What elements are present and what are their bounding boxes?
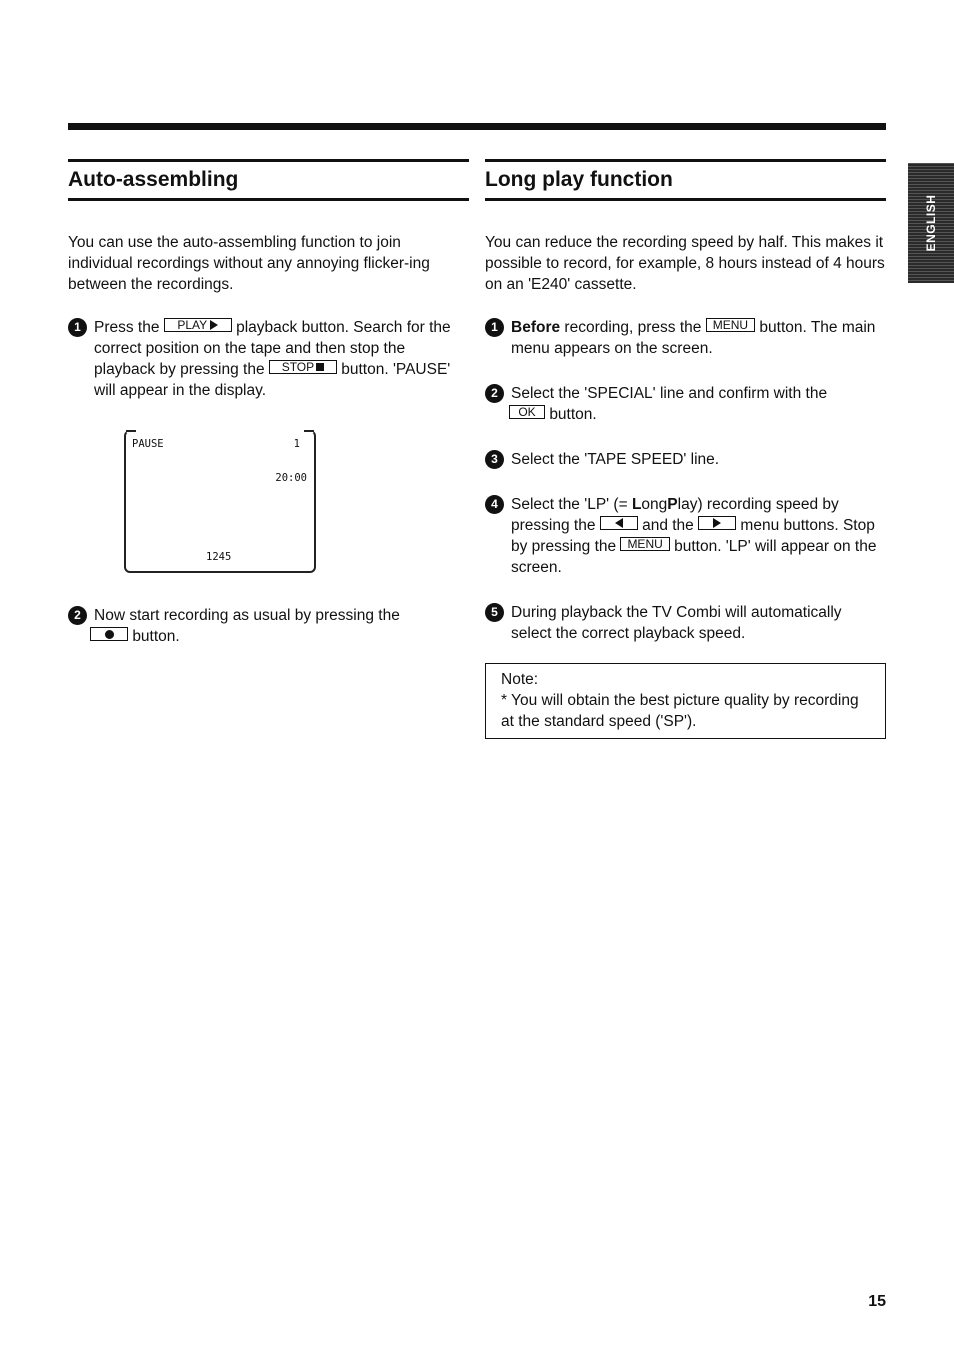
step-number: 3 — [485, 450, 504, 469]
note-text: * You will obtain the best picture quality by recording at the standard speed ('SP'). — [501, 692, 859, 730]
frame-corner — [126, 430, 136, 432]
record-button-icon — [90, 627, 128, 641]
key-label: STOP — [281, 360, 315, 374]
tv-display-illustration — [124, 430, 316, 573]
step-text — [511, 383, 886, 425]
language-tab — [908, 163, 954, 283]
step-text-part: and the — [642, 517, 694, 534]
step-text-bold: Before — [511, 319, 561, 336]
step-text-part: menu buttons. Stop by pressing the — [511, 517, 875, 555]
menu-button-icon: MENU — [706, 318, 755, 332]
step-text-part: recording, press the — [564, 319, 702, 336]
step-text — [511, 317, 886, 359]
step-text-part: ong — [641, 496, 668, 513]
display-time: 20:00 — [275, 472, 307, 484]
left-arrow-button-icon — [600, 516, 638, 530]
step-text — [94, 605, 469, 647]
step-text-part: button. 'PAUSE' will appear in the display. — [94, 361, 451, 399]
frame-corner — [304, 430, 314, 432]
step-text-part: button. — [132, 628, 180, 645]
step-text — [511, 494, 886, 578]
step-text-part: button. The main menu appears on the screen. — [511, 319, 876, 357]
step-text-part: Press the — [94, 319, 160, 336]
step-text-part: button. 'LP' will appear on the screen. — [511, 538, 877, 576]
step-text-part: playback button. Search for the correct position on the tape and then stop the playback by pressing the — [94, 319, 451, 378]
step-text-part: During playback the TV Combi will automatically select the correct playback speed. — [511, 604, 842, 642]
section-heading — [68, 159, 469, 201]
step-2 — [485, 383, 886, 425]
step-number: 2 — [68, 606, 87, 625]
left-triangle-icon — [615, 518, 623, 528]
top-rule — [68, 123, 886, 130]
step-number: 1 — [485, 318, 504, 337]
auto-assembling-section — [68, 159, 469, 647]
step-4 — [485, 494, 886, 578]
intro-paragraph: You can reduce the recording speed by half. This makes it possible to record, for example, 8 hours instead of 4 hours on an 'E240' cassette. — [485, 234, 885, 293]
step-number: 1 — [68, 318, 87, 337]
stop-square-icon — [316, 363, 324, 371]
right-triangle-icon — [713, 518, 721, 528]
play-button-icon — [164, 318, 232, 332]
long-play-section — [485, 159, 886, 739]
step-1 — [485, 317, 886, 359]
step-3 — [485, 449, 886, 470]
language-tab-label: ENGLISH — [924, 194, 938, 252]
page-number: 15 — [868, 1293, 886, 1310]
step-5 — [485, 602, 886, 644]
ok-button-icon: OK — [509, 405, 545, 419]
intro-paragraph: You can use the auto-assembling function to join individual recordings without any annoying flicker-ing between the recordings. — [68, 234, 430, 293]
step-number: 4 — [485, 495, 504, 514]
step-1 — [68, 317, 469, 401]
section-title: Auto-assembling — [68, 168, 239, 191]
menu-button-icon: MENU — [620, 537, 669, 551]
step-text-part: Now start recording as usual by pressing the — [94, 607, 400, 624]
step-text-bold: P — [667, 496, 678, 513]
section-heading — [485, 159, 886, 201]
display-counter: 1245 — [206, 551, 232, 563]
step-number: 2 — [485, 384, 504, 403]
step-text-part: Select the 'LP' (= — [511, 496, 632, 513]
step-text — [511, 449, 886, 470]
note-label: Note: — [501, 671, 539, 688]
right-arrow-button-icon — [698, 516, 736, 530]
key-label: PLAY — [177, 318, 207, 332]
step-text-part: Select the 'TAPE SPEED' line. — [511, 451, 720, 468]
play-triangle-icon — [210, 320, 218, 330]
step-number: 5 — [485, 603, 504, 622]
display-channel: 1 — [293, 438, 300, 450]
record-dot-icon — [105, 630, 114, 639]
step-text — [511, 602, 886, 644]
step-text-bold: L — [631, 496, 642, 513]
step-text — [94, 317, 469, 401]
stop-button-icon — [269, 360, 337, 374]
step-2 — [68, 605, 469, 647]
note-box — [485, 663, 886, 739]
step-text-part: lay) recording speed by pressing the — [511, 496, 839, 534]
display-status: PAUSE — [132, 438, 164, 450]
step-text-part: Select the 'SPECIAL' line and confirm with the — [511, 385, 828, 402]
section-title: Long play function — [485, 168, 673, 191]
step-text-part: button. — [549, 406, 597, 423]
